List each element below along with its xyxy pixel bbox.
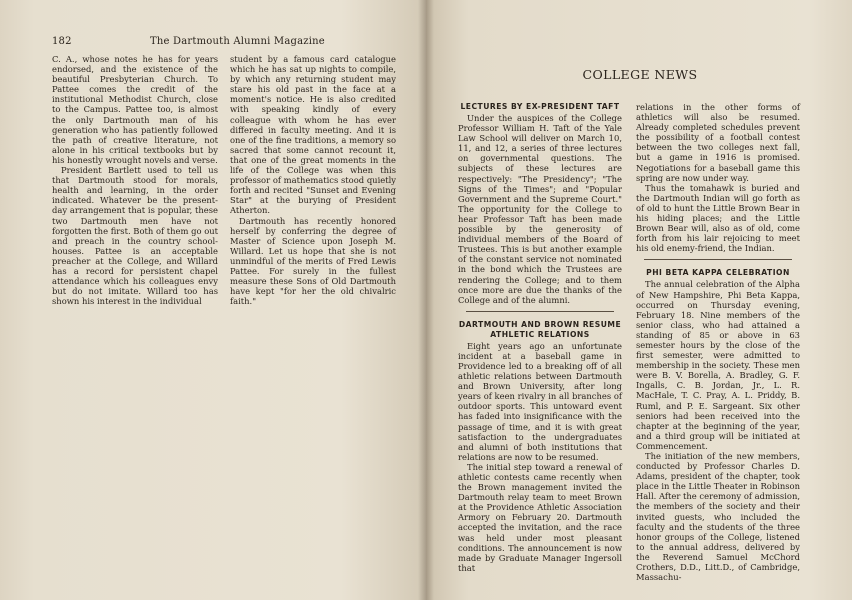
paragraph: relations in the other forms of athletics will also be resumed. Already completed schedules prevent the possibility of a football contest between the two colleges next fall, but a game in 1916 is promised. Negotiations for a baseball game this spring are now under way.	[636, 102, 800, 183]
section-title: COLLEGE NEWS	[582, 67, 698, 82]
article-heading-taft: LECTURES BY EX-PRESIDENT TAFT	[460, 102, 620, 111]
paragraph: The initial step toward a renewal of athletic contests came recently when the Brown management invited the Dartmouth relay team to meet Brown at the Providence Athletic Association Armory on February 20. Dartmouth accepted the invitation, and the race was held under most pleasant conditions. The announcement is now made by Graduate Manager Ingersoll that	[458, 461, 622, 573]
paragraph: Thus the tomahawk is buried and the Dartmouth Indian will go forth as of old to hunt the Little Brown Bear in his hiding places; and the Little Brown Bear will, also as of old, come forth from his lair rejoicing to meet his old enemy-friend, the Indian.	[636, 182, 800, 254]
paragraph: President Bartlett used to tell us that Dartmouth stood for morals, health and learning, in the order indicated. Whatever be the present-day arrangement that is popular, these two Dartmouth men have not forgotten the first. Both of them go out and preach in the country school-houses. Pattee is an acceptable preacher at the College, and Willard has a record for persistent chapel attendance which his colleagues envy but do not imitate. Willard too has shown his interest in the individual	[52, 165, 218, 307]
running-title: The Dartmouth Alumni Magazine	[150, 36, 325, 47]
paragraph: Dartmouth has recently honored herself by conferring the degree of Master of Science upon Joseph M. Willard. Let us hope that she is not unmindful of the merits of Fred Lewis Pattee. For surely in the fullest measure these Sons of Old Dartmouth have kept "for her the old chivalric faith."	[230, 215, 396, 307]
paragraph: student by a famous card catalogue which he has sat up nights to compile, by which any returning student may stare his old past in the face at a moment's notice. He is also credited with speaking kindly of every colleague with whom he has ever differed in faculty meeting. And it is one of the fine traditions, a memory so sacred that some cannot recount it, that one of the great moments in the life of the College was when this professor of mathematics stood quietly forth and recited "Sunset and Evening Star" at the burying of President Atherton.	[230, 54, 396, 216]
left-column-1	[52, 54, 218, 306]
paragraph: The initiation of the new members, conducted by Professor Charles D. Adams, president of the chapter, took place in the Little Theater in Robinson Hall. After the ceremony of admission, the members of the society and their invited guests, who included the faculty and the students of the three honor groups of the College, listened to the annual address, delivered by the Reverend Samuel McChord Crothers, D.D., Litt.D., of Cambridge, Massachu-	[636, 451, 800, 583]
right-column-1	[458, 102, 622, 573]
right-column-2	[636, 102, 800, 582]
paragraph: Under the auspices of the College Professor William H. Taft of the Yale Law School will deliver on March 10, 11, and 12, a series of three lectures on governmental questions. The subjects of these lectures are respectively: "The Presidency"; "The Signs of the Times"; and "Popular Government and the Supreme Court." The opportunity for the College to hear Professor Taft has been made possible by the generosity of individual members of the Board of Trustees. This is but another example of the constant service not nominated in the bond which the Trustees are rendering the College; and to them once more are due the thanks of the College and of the alumni.	[458, 113, 622, 305]
binding-gutter	[418, 0, 434, 600]
paragraph: The annual celebration of the Alpha of New Hampshire, Phi Beta Kappa, occurred on Thursday evening, February 18. Nine members of the senior class, who had attained a standing of 85 or above in 63 semester hours by the close of the first semester, were admitted to membership in the society. These men were B. V. Borella, A. Bradley, G. F. Ingalls, C. B. Jordan, Jr., L. R. MacHale, T. C. Pray, A. L. Priddy, B. Ruml, and P. E. Sargeant. Six other seniors had been received into the chapter at the beginning of the year, and a third group will be initiated at Commencement.	[636, 279, 800, 451]
page-number: 182	[52, 36, 72, 47]
article-heading-pbk: PHI BETA KAPPA CELEBRATION	[646, 268, 790, 278]
paragraph: C. A., whose notes he has for years endorsed, and the existence of the beautiful Presbyterian Church. To Pattee comes the credit of the institutional Methodist Church, close to the Campus. Pattee too, is almost the only Dartmouth man of his generation who has patiently followed the path of creative literature, not alone in his critical textbooks but by his honestly wrought novels and verse.	[52, 54, 218, 165]
left-column-2	[230, 54, 396, 306]
article-divider	[644, 259, 792, 260]
paragraph: Eight years ago an unfortunate incident at a baseball game in Providence led to a breaking off of all athletic relations between Dartmouth and Brown University, after long years of keen rivalry in all branches of outdoor sports. This untoward event has faded into insignificance with the passage of time, and it is with great satisfaction to the undergraduates and alumni of both institutions that relations are now to be resumed.	[458, 340, 622, 462]
article-heading-brown: DARTMOUTH AND BROWN RESUME ATHLETIC RELATIONS	[458, 319, 622, 339]
article-divider	[466, 311, 614, 312]
